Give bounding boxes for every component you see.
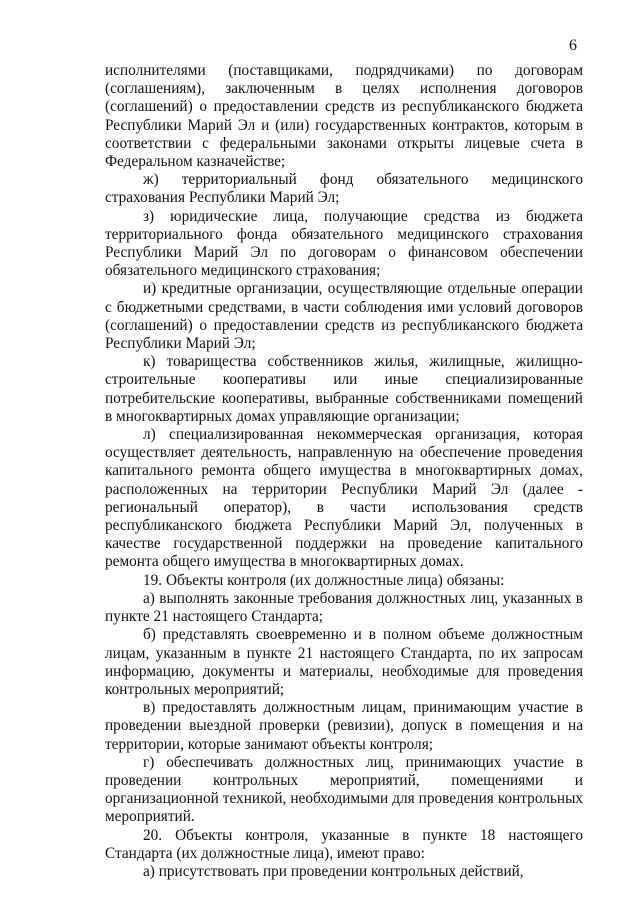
paragraph: б) представлять своевременно и в полном объеме должностным лицам, указанным в пункте 21 настоящего Стандарта, по их запросам информацию, документы и материалы, необходимые для проведения контрольных мероприятий;: [105, 626, 583, 698]
page-number: 6: [569, 37, 577, 54]
paragraph: а) выполнять законные требования должностных лиц, указанных в пункте 21 настоящего Стандарта;: [105, 589, 583, 626]
paragraph: л) специализированная некоммерческая организация, которая осуществляет деятельность, направленную на обеспечение проведения капитального ремонта общего имущества в многоквартирных домах, расположенных на территории Республики Марий Эл (далее - региональный оператор), в части использования средств республиканского бюджета Республики Марий Эл, полученных в качестве государственной поддержки на проведение капитального ремонта общего имущества в многоквартирных домах.: [105, 426, 583, 571]
paragraph: исполнителями (поставщиками, подрядчиками) по договорам (соглашениям), заключенным в целях исполнения договоров (соглашений) о предоставлении средств из республиканского бюджета Республики Марий Эл и (или) государственных контрактов, которым в соответствии с федеральными законами открыты лицевые счета в Федеральном казначействе;: [105, 62, 583, 171]
paragraph: к) товарищества собственников жилья, жилищные, жилищно-строительные кооперативы или иные специализированные потребительские кооперативы, выбранные собственниками помещений в многоквартирных домах управляющие организации;: [105, 353, 583, 425]
paragraph: и) кредитные организации, осуществляющие отдельные операции с бюджетными средствами, в части соблюдения ими условий договоров (соглашений) о предоставлении средств из республиканского бюджета Республики Марий Эл;: [105, 280, 583, 353]
paragraph: а) присутствовать при проведении контрольных действий,: [143, 862, 524, 880]
paragraph: 20. Объекты контроля, указанные в пункте 18 настоящего Стандарта (их должностные лица), имеют право:: [105, 826, 583, 862]
paragraph: з) юридические лица, получающие средства из бюджета территориального фонда обязательного медицинского страхования Республики Марий Эл по договорам о финансовом обеспечении обязательного медицинского страхования;: [105, 207, 583, 280]
paragraph: в) предоставлять должностным лицам, принимающим участие в проведении выездной проверки (ревизии), допуск в помещения и на территории, которые занимают объекты контроля;: [105, 699, 583, 753]
paragraph: ж) территориальный фонд обязательного медицинского страхования Республики Марий Эл;: [105, 171, 583, 207]
document-body: [105, 62, 583, 881]
paragraph: г) обеспечивать должностных лиц, принимающих участие в проведении контрольных мероприятий, помещениями и организационной техникой, необходимыми для проведения контрольных мероприятий.: [105, 753, 583, 826]
paragraph: 19. Объекты контроля (их должностные лица) обязаны:: [143, 571, 505, 589]
